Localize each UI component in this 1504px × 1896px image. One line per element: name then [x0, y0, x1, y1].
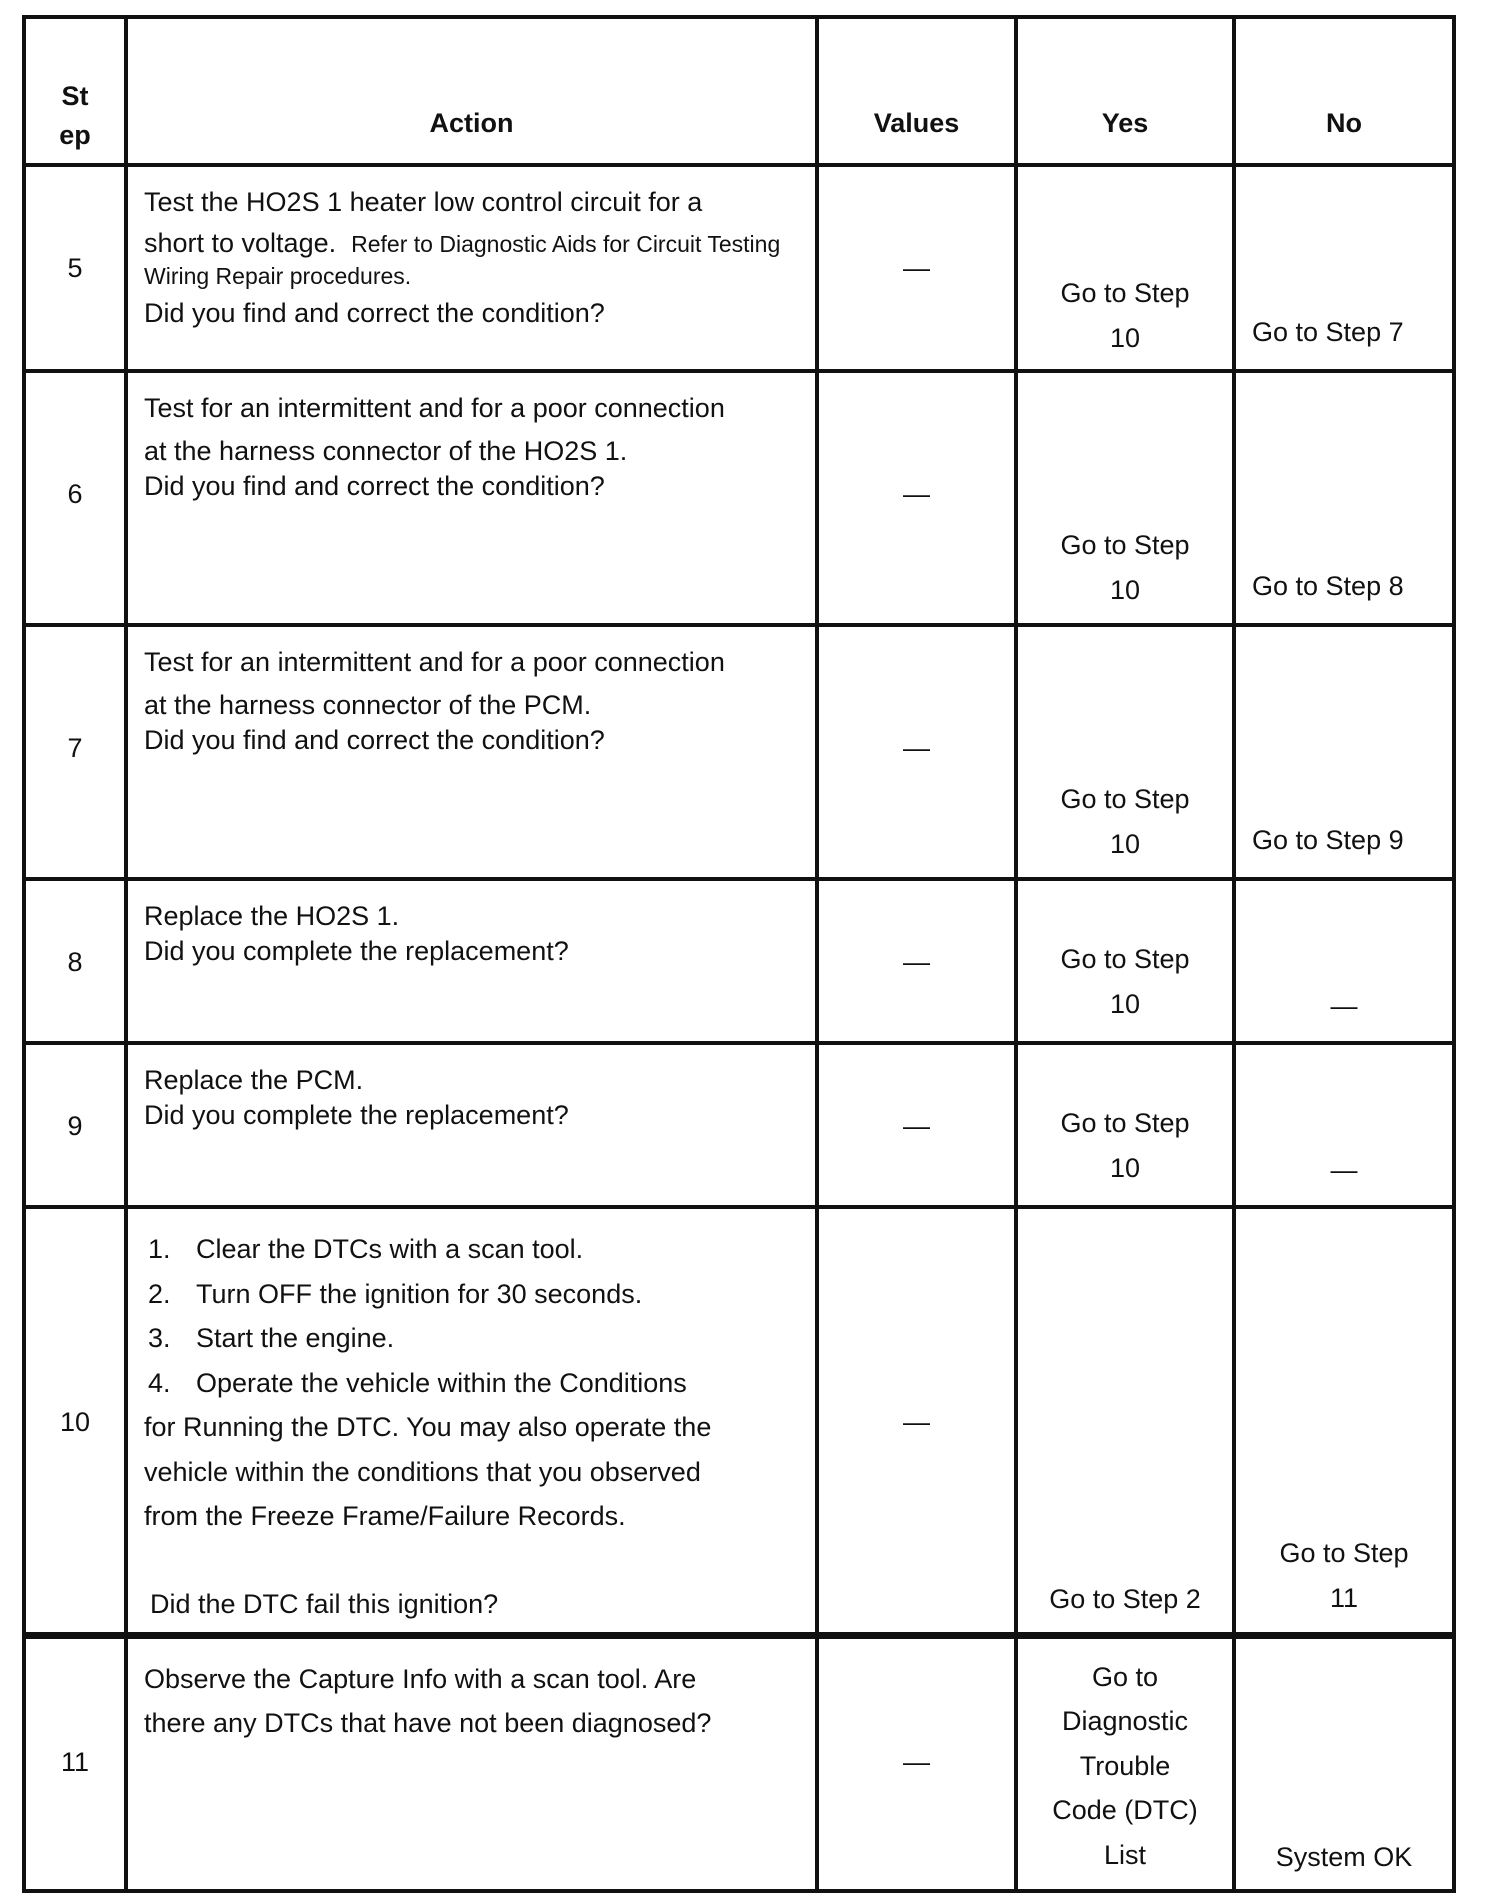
yes-goto-line: 10: [1109, 322, 1141, 353]
list-item: [144, 1227, 801, 1272]
action-question: Did you find and correct the condition?: [144, 725, 605, 756]
action-cell: [126, 371, 817, 625]
step-cell: [24, 371, 126, 625]
step-number: 11: [60, 1746, 90, 1777]
step-number: 8: [67, 947, 83, 977]
table-row: [24, 1207, 1454, 1635]
action-question: Did you find and correct the condition?: [144, 298, 605, 329]
values-cell: [817, 371, 1016, 625]
values-cell: [817, 1635, 1016, 1891]
action-cell: [126, 1635, 817, 1891]
values-cell: [817, 625, 1016, 879]
action-cell: [126, 625, 817, 879]
no-cell: [1234, 1043, 1454, 1207]
step-cell: [24, 879, 126, 1043]
yes-goto-line: Code (DTC): [1052, 1795, 1198, 1826]
values-cell: [817, 1043, 1016, 1207]
list-item: [144, 1361, 801, 1406]
values-dash: —: [903, 947, 930, 977]
action-text: Test for an intermittent and for a poor connection: [144, 393, 725, 423]
no-cell: [1234, 165, 1454, 371]
list-text: Operate the vehicle within the Conditions: [196, 1367, 687, 1398]
no-cell: [1234, 371, 1454, 625]
header-step-line1: St: [61, 81, 89, 111]
yes-goto-line: 10: [1109, 828, 1141, 859]
yes-cell: [1016, 165, 1234, 371]
action-text: Replace the PCM.: [144, 1065, 364, 1095]
yes-cell: [1016, 371, 1234, 625]
table-row: [24, 1635, 1454, 1891]
action-text: there any DTCs that have not been diagnosed?: [144, 1708, 712, 1739]
header-yes: [1016, 17, 1234, 165]
no-dash: —: [1330, 1155, 1358, 1185]
no-goto: Go to Step 9: [1252, 825, 1404, 855]
no-goto: Go to Step 8: [1252, 571, 1404, 601]
no-cell: [1234, 1207, 1454, 1635]
yes-goto: [1018, 937, 1232, 1026]
yes-goto-line: 10: [1109, 574, 1141, 605]
table-row: [24, 625, 1454, 879]
header-yes-label: Yes: [1101, 107, 1149, 138]
step-number: 6: [67, 479, 83, 509]
list-number: 3.: [148, 1323, 171, 1354]
action-question: Did you complete the replacement?: [144, 936, 569, 967]
action-text: [144, 226, 801, 261]
step-cell: [24, 165, 126, 371]
list-number: 1.: [148, 1234, 171, 1264]
action-cell: [126, 1207, 817, 1635]
yes-goto-line: Trouble: [1079, 1750, 1171, 1781]
action-question: Did the DTC fail this ignition?: [150, 1588, 499, 1619]
yes-goto-line: Go to Step: [1060, 530, 1190, 560]
no-goto: Go to Step 7: [1252, 317, 1404, 347]
values-cell: [817, 165, 1016, 371]
header-values-label: Values: [873, 107, 960, 138]
values-dash: —: [903, 1746, 930, 1777]
list-text: Start the engine.: [196, 1323, 395, 1354]
list-text: Clear the DTCs with a scan tool.: [196, 1234, 584, 1264]
action-question: Did you find and correct the condition?: [144, 471, 605, 502]
table-row: [24, 165, 1454, 371]
yes-goto-line: List: [1103, 1839, 1147, 1870]
list-text: Turn OFF the ignition for 30 seconds.: [196, 1278, 643, 1309]
step-number: 7: [67, 733, 83, 763]
no-goto: System OK: [1275, 1841, 1413, 1872]
action-cell: [126, 165, 817, 371]
action-text: Replace the HO2S 1.: [144, 901, 400, 931]
step-cell: [24, 1207, 126, 1635]
yes-goto: [1018, 271, 1232, 360]
header-action-label: Action: [429, 107, 514, 138]
yes-goto-line: Go to: [1091, 1661, 1159, 1692]
action-text: at the harness connector of the PCM.: [144, 690, 592, 721]
list-item: [144, 1316, 801, 1361]
no-dash: —: [1330, 991, 1358, 1021]
action-note: Wiring Repair procedures.: [144, 263, 412, 290]
header-step: [24, 17, 126, 165]
yes-goto: [1018, 1101, 1232, 1190]
no-goto-line: 11: [1329, 1582, 1359, 1613]
values-cell: [817, 1207, 1016, 1635]
yes-goto: [1018, 777, 1232, 866]
step-cell: [24, 625, 126, 879]
values-dash: —: [903, 733, 930, 763]
yes-goto-line: Diagnostic: [1061, 1706, 1189, 1737]
yes-goto-line: Go to Step: [1060, 944, 1190, 974]
no-cell: [1234, 879, 1454, 1043]
action-text: vehicle within the conditions that you observed: [144, 1456, 701, 1487]
values-dash: —: [903, 1407, 930, 1437]
yes-goto: Go to Step 2: [1049, 1584, 1201, 1614]
yes-goto-line: 10: [1109, 1152, 1141, 1183]
list-number: 2.: [148, 1278, 171, 1309]
values-dash: —: [903, 1111, 930, 1141]
action-text: Test the HO2S 1 heater low control circuit for a: [144, 187, 703, 217]
no-goto: [1236, 1531, 1452, 1620]
table-row: [24, 879, 1454, 1043]
action-text: Observe the Capture Info with a scan tool. Are: [144, 1663, 697, 1694]
header-no: [1234, 17, 1454, 165]
diagnostic-table: [22, 15, 1456, 1893]
action-note: Refer to Diagnostic Aids for Circuit Testing: [351, 231, 781, 258]
yes-cell: [1016, 1207, 1234, 1635]
step-number: 10: [59, 1407, 91, 1437]
action-text: Test for an intermittent and for a poor connection: [144, 647, 725, 677]
action-text-part: short to voltage.: [144, 228, 337, 259]
action-text: from the Freeze Frame/Failure Records.: [144, 1501, 626, 1532]
header-action: [126, 17, 817, 165]
yes-goto-line: Go to Step: [1060, 278, 1190, 308]
list-number: 4.: [148, 1367, 171, 1398]
yes-cell: [1016, 625, 1234, 879]
list-item: [144, 1272, 801, 1317]
action-cell: [126, 879, 817, 1043]
yes-goto: [1018, 523, 1232, 612]
yes-goto-line: Go to Step: [1060, 1108, 1190, 1138]
table-row: [24, 1043, 1454, 1207]
yes-cell: [1016, 879, 1234, 1043]
yes-goto-line: 10: [1109, 988, 1141, 1019]
yes-goto-line: Go to Step: [1060, 784, 1190, 814]
values-dash: —: [903, 253, 930, 283]
action-text: for Running the DTC. You may also operate the: [144, 1412, 712, 1443]
header-no-label: No: [1326, 107, 1362, 138]
step-number: 5: [67, 253, 83, 283]
yes-cell: [1016, 1635, 1234, 1891]
values-cell: [817, 879, 1016, 1043]
header-row: [24, 17, 1454, 165]
values-dash: —: [903, 479, 930, 509]
yes-goto: [1018, 1655, 1232, 1878]
step-number: 9: [67, 1111, 83, 1141]
yes-cell: [1016, 1043, 1234, 1207]
header-step-line2: ep: [59, 120, 91, 151]
action-cell: [126, 1043, 817, 1207]
step-cell: [24, 1043, 126, 1207]
step-cell: [24, 1635, 126, 1891]
no-goto-line: Go to Step: [1279, 1538, 1409, 1568]
action-text: at the harness connector of the HO2S 1.: [144, 436, 628, 467]
no-cell: [1234, 1635, 1454, 1891]
no-cell: [1234, 625, 1454, 879]
table-row: [24, 371, 1454, 625]
header-values: [817, 17, 1016, 165]
action-question: Did you complete the replacement?: [144, 1100, 569, 1131]
